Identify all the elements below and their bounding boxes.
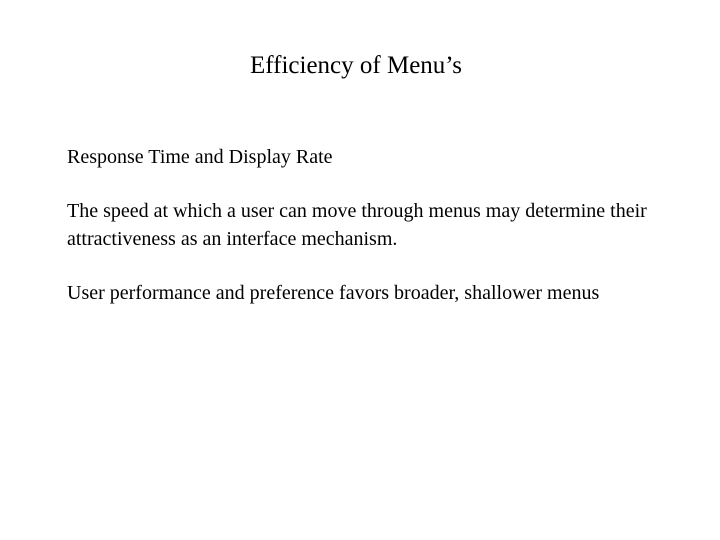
paragraph-response-time: Response Time and Display Rate xyxy=(67,146,333,168)
slide-body xyxy=(67,143,667,333)
paragraph-user-performance: User performance and preference favors broader, shallower menus xyxy=(67,282,600,304)
slide-title: Efficiency of Menu’s xyxy=(250,52,462,79)
paragraph-speed: The speed at which a user can move through menus may determine their attractiveness as an interface mechanism. xyxy=(67,200,647,250)
